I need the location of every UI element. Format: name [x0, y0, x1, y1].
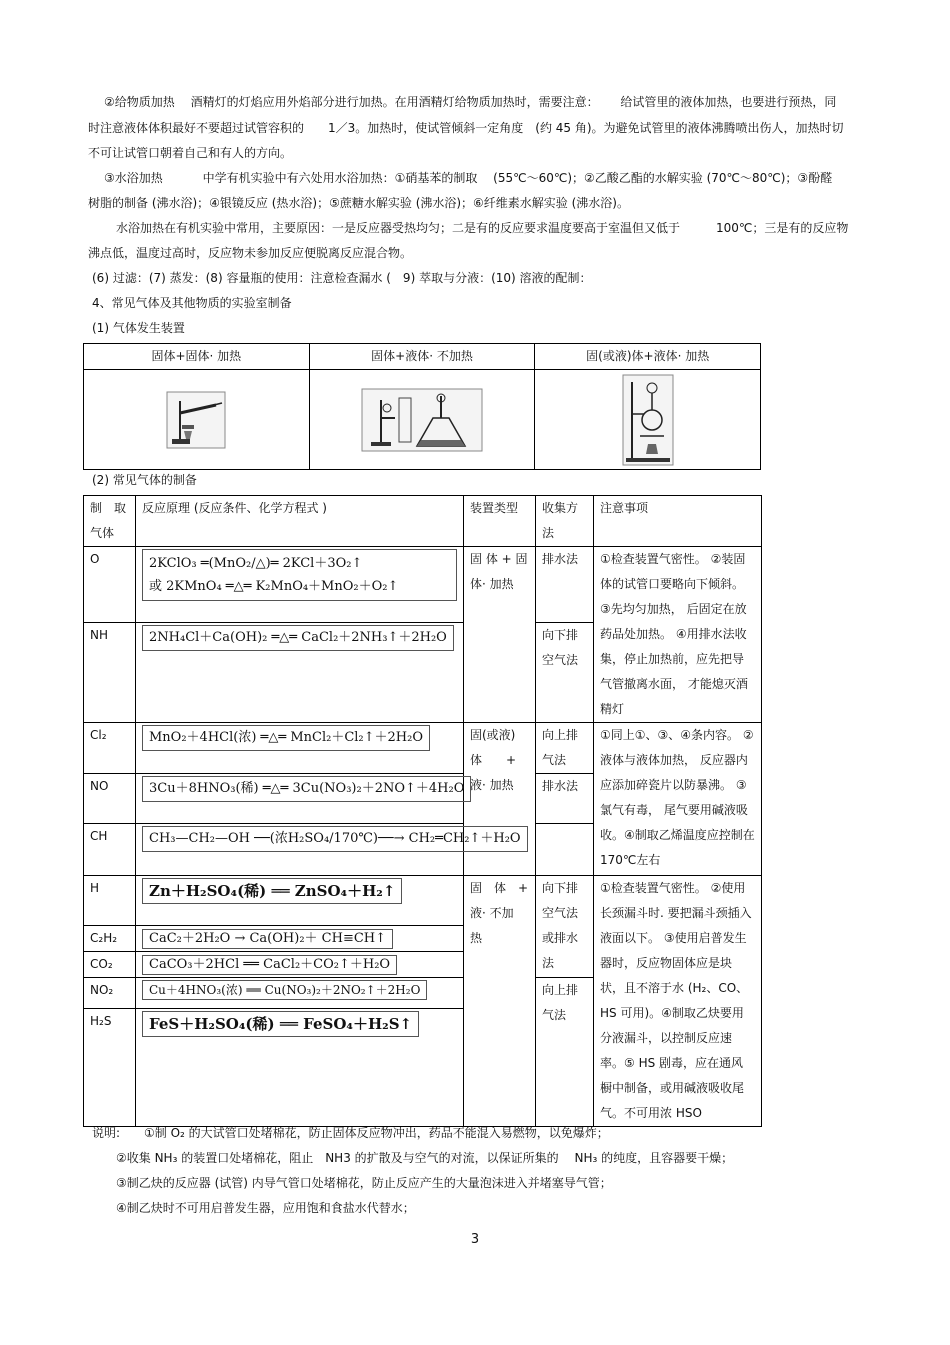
apparatus-header: 固体+固体· 加热: [84, 344, 310, 370]
gas-cell: NO: [84, 774, 136, 824]
notes-cell: ①同上①、③、④条内容。 ②液体与液体加热， 反应器内应添加碎瓷片以防暴沸。 ③氯气有毒， 尾气要用碱液吸收。④制取乙烯温度应控制在 170℃左右: [594, 723, 762, 876]
gas-cell: O: [84, 547, 136, 623]
equation-cell: [136, 774, 464, 824]
equation-cell: [136, 978, 464, 1009]
notes-cell: ①检查装置气密性。 ②使用长颈漏斗时. 要把漏斗颈插入液面以下。 ③使用启普发生器时，反应物固体应是块状，且不溶于水 (H₂、CO、HS 可用)。④制取乙炔要用分液漏斗，以控制反应速率。⑤ HS 剧毒，应在通风橱中制备，或用碱液吸收尾气。不可用浓 HSO: [594, 876, 762, 1127]
device-cell: 固(或液) 体 + 液· 加热: [464, 723, 536, 876]
equation: MnO₂＋4HCl(浓) ═△═ MnCl₂＋Cl₂↑＋2H₂O: [142, 725, 430, 751]
para-waterbath-2: 树脂的制备 (沸水浴)；④银镜反应 (热水浴)；⑤蔗糖水解实验 (沸水浴)；⑥纤维素水解实验 (沸水浴)。: [88, 196, 629, 210]
equation-cell: [136, 623, 464, 723]
collect-cell: [536, 824, 594, 876]
header-device: 装置类型: [464, 496, 536, 547]
collect-cell: 向上排 气法: [536, 978, 594, 1127]
collect-cell: 向下排 空气法: [536, 623, 594, 723]
para-heating-3: 不可让试管口朝着自己和有人的方向。: [88, 146, 293, 160]
remark: ③制乙炔的反应器 (试管) 内导气管口处堵棉花，防止反应产生的大量泡沫进入并堵塞导气管；: [116, 1176, 612, 1190]
device-cell: 固 体 + 液· 不加 热: [464, 876, 536, 1127]
device-cell: 固 体 + 固 体· 加热: [464, 547, 536, 723]
collect-cell: 排水法: [536, 774, 594, 824]
remark: 说明: ①制 O₂ 的大试管口处堵棉花，防止固体反应物冲出，药品不能混入易燃物，以免爆炸；: [92, 1126, 609, 1140]
para-heating-2: 时注意液体体积最好不要超过试管容积的 1／3。加热时，使试管倾斜一定角度 (约 45 角)。为避免试管里的液体沸腾喷出伤人，加热时切: [88, 121, 844, 135]
apparatus-header: 固体+液体· 不加热: [309, 344, 535, 370]
equation: Zn＋H₂SO₄(稀) ══ ZnSO₄＋H₂↑: [142, 878, 402, 904]
header-principle: 反应原理 (反应条件、化学方程式 ): [136, 496, 464, 547]
test-tube-heating-icon: [166, 391, 226, 449]
gas-cell: H₂S: [84, 1009, 136, 1127]
gas-cell: CH: [84, 824, 136, 876]
subheading-gas-prep: (2) 常见气体的制备: [92, 473, 197, 487]
apparatus-solid-solid-heat: [84, 370, 310, 470]
equation: CaCO₃＋2HCl ══ CaCl₂＋CO₂↑＋H₂O: [142, 955, 397, 975]
gas-cell: CO₂: [84, 952, 136, 978]
equation-cell: [136, 876, 464, 926]
equation-cell: [136, 926, 464, 952]
remark: ④制乙炔时不可用启普发生器，应用饱和食盐水代替水；: [116, 1201, 415, 1215]
distillation-flask-icon: [622, 374, 674, 466]
equation: 2NH₄Cl＋Ca(OH)₂ ═△═ CaCl₂＋2NH₃↑＋2H₂O: [142, 625, 454, 651]
para-waterbath-3: 水浴加热在有机实验中常用，主要原因：一是反应器受热均匀；二是有的反应要求温度要高于室温但又低于 100℃；三是有的反应物: [116, 221, 849, 235]
equation-cell: [136, 952, 464, 978]
gas-cell: C₂H₂: [84, 926, 136, 952]
para-waterbath-1: ③水浴加热 中学有机实验中有六处用水浴加热：①硝基苯的制取 (55℃～60℃)；②乙酸乙酯的水解实验 (70℃～80℃)；③酚醛: [104, 171, 833, 185]
collect-cell: 排水法: [536, 547, 594, 623]
gas-cell: NH: [84, 623, 136, 723]
para-operations: (6) 过滤：(7) 蒸发：(8) 容量瓶的使用：注意检查漏水 ( 9) 萃取与分液：(10) 溶液的配制：: [92, 271, 592, 285]
gas-cell: NO₂: [84, 978, 136, 1009]
section-heading: 4、常见气体及其他物质的实验室制备: [92, 296, 292, 310]
apparatus-liquid-liquid-heat: [535, 370, 761, 470]
equation-cell: [136, 547, 464, 623]
apparatus-header: 固(或液)体+液体· 加热: [535, 344, 761, 370]
equation-cell: [136, 723, 464, 774]
page-number: 3: [470, 1232, 480, 1247]
header-collect: 收集方 法: [536, 496, 594, 547]
equation: Cu＋4HNO₃(浓) ══ Cu(NO₃)₂＋2NO₂↑＋2H₂O: [142, 980, 427, 1000]
kipp-generator-icon: [361, 388, 483, 452]
subheading-apparatus: (1) 气体发生装置: [92, 321, 185, 335]
equation: 3Cu＋8HNO₃(稀) ═△═ 3Cu(NO₃)₂＋2NO↑＋4H₂O: [142, 776, 471, 802]
gas-cell: Cl₂: [84, 723, 136, 774]
para-waterbath-4: 沸点低，温度过高时，反应物未参加反应便脱离反应混合物。: [88, 246, 413, 260]
gas-prep-table: [83, 495, 762, 1127]
para-heating-1: ②给物质加热 酒精灯的灯焰应用外焰部分进行加热。在用酒精灯给物质加热时，需要注意： 给试管里的液体加热，也要进行预热，同: [104, 95, 837, 109]
equation: CaC₂＋2H₂O → Ca(OH)₂＋ CH≡CH↑: [142, 929, 393, 949]
collect-cell: 向上排 气法: [536, 723, 594, 774]
header-gas: 制 取 气体: [84, 496, 136, 547]
equation: CH₃—CH₂—OH ──(浓H₂SO₄/170℃)──→ CH₂═CH₂↑＋H₂O: [142, 826, 528, 852]
equation-cell: [136, 1009, 464, 1127]
apparatus-solid-liquid-noheat: [309, 370, 535, 470]
header-notes: 注意事项: [594, 496, 762, 547]
apparatus-table: [83, 343, 761, 470]
collect-cell: 向下排 空气法 或排水 法: [536, 876, 594, 978]
equation-cell: [136, 824, 521, 876]
notes-cell: ①检查装置气密性。 ②装固体的试管口要略向下倾斜。 ③先均匀加热， 后固定在放药品处加热。 ④用排水法收集，停止加热前，应先把导气管撤离水面， 才能熄灭酒精灯: [594, 547, 762, 723]
remark: ②收集 NH₃ 的装置口处堵棉花，阻止 NH3 的扩散及与空气的对流，以保证所集的 NH₃ 的纯度，且容器要干燥；: [116, 1151, 734, 1165]
equation: 2KClO₃ ═(MnO₂/△)═ 2KCl＋3O₂↑: [149, 556, 363, 571]
gas-cell: H: [84, 876, 136, 926]
equation: FeS＋H₂SO₄(稀) ══ FeSO₄＋H₂S↑: [142, 1011, 419, 1037]
equation: 或 2KMnO₄ ═△═ K₂MnO₄＋MnO₂＋O₂↑: [149, 579, 399, 594]
